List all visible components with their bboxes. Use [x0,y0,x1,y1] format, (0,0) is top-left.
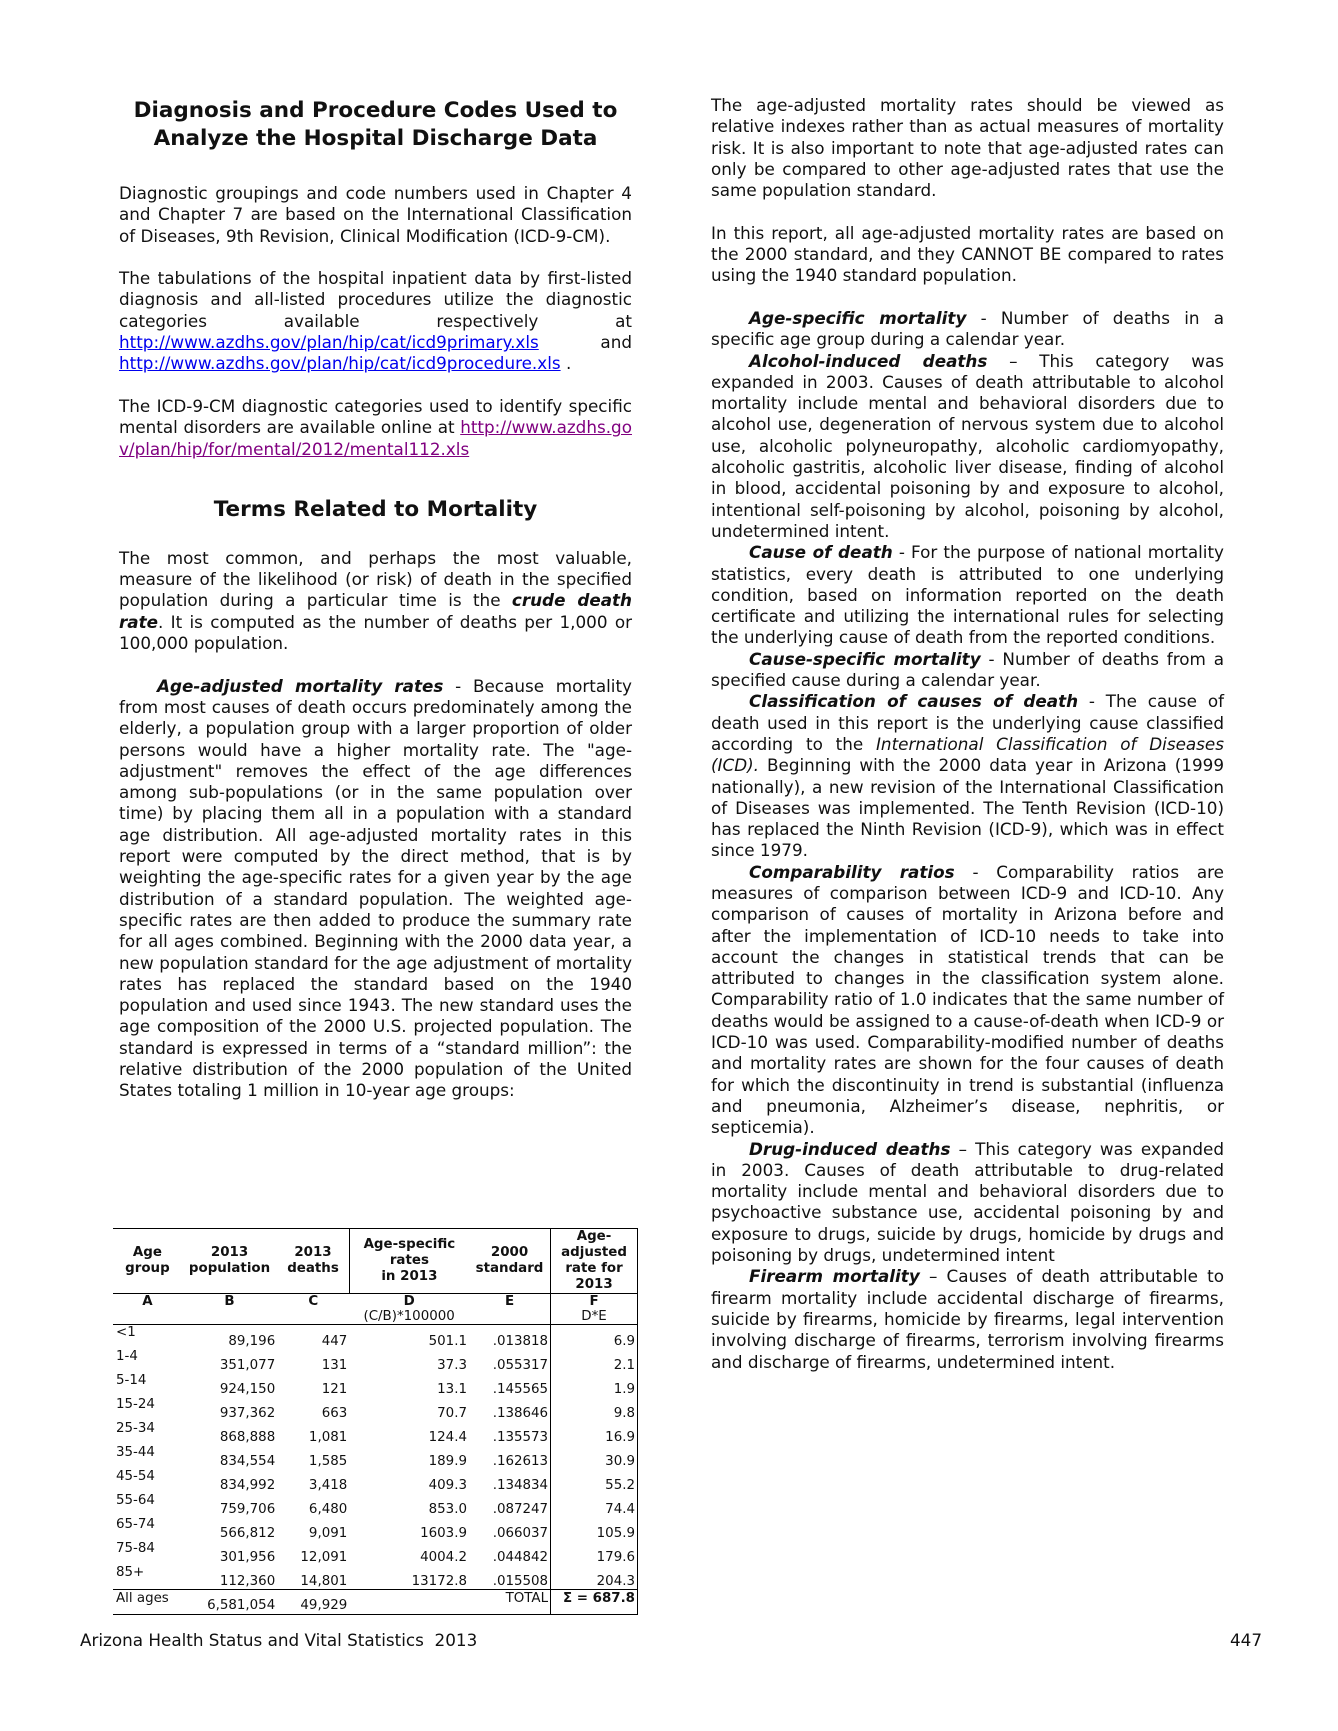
alcohol-term: Alcohol-induced deaths [749,350,988,371]
classification-term: Classification of causes of death [749,691,1079,712]
drug-term: Drug-induced deaths [749,1138,951,1159]
cause-specific-term: Cause-specific mortality [749,648,981,669]
population-cell: 112,360 [219,1574,276,1589]
footer-page-number: 447 [1230,1630,1263,1650]
standard-cell: .135573 [492,1430,549,1445]
table-row [113,1565,638,1590]
letter-f: F [551,1294,638,1310]
header-population: 2013 population [182,1229,277,1294]
header-deaths: 2013 deaths [277,1229,349,1294]
section-title-mortality: Terms Related to Mortality [213,496,538,522]
mental112-link[interactable]: http://www.azdhs.gov/plan/hip/for/mental/2012/mental112.xls [119,417,632,459]
comparability-term: Comparability ratios [749,861,955,882]
classification-icd-title: International Classification of Diseases (ICD). [711,733,1224,776]
rate-cell: 853.0 [428,1502,467,1517]
definition-drug-induced [711,1139,1224,1267]
standard-cell: .162613 [492,1454,549,1469]
age-group-cell: 75-84 [116,1541,155,1556]
left-column [119,97,632,1123]
table-row [113,1325,638,1350]
classification-body-b: Beginning with the 2000 data year in Arizona (1999 nationally), a new revision of the International Classification of Diseases was implemented. The Tenth Revision (ICD-10) has replaced the Ninth Revision (ICD-9), which was in effect since 1979. [711,755,1224,861]
firearm-body: – Causes of death attributable to firearm mortality include accidental discharge of firearms, suicide by firearms, homicide by firearms, legal intervention involving discharge of firearms, terrorism involving firearms and discharge of firearms, undetermined intent. [711,1266,1225,1372]
cause-specific-body: - Number of deaths from a specified cause during a calendar year. [711,648,1225,691]
table-row [113,1421,638,1445]
total-row [113,1590,638,1615]
right-column [711,95,1224,1373]
total-label: All ages [113,1590,182,1615]
adjusted-rate-cell: 74.4 [551,1493,638,1517]
age-specific-term: Age-specific mortality [749,307,967,328]
classification-body-a: - The cause of death used in this report is the underlying cause classified according to the [711,691,1224,754]
population-cell: 924,150 [219,1382,276,1397]
letter-b: B [182,1294,277,1310]
population-cell: 566,812 [219,1526,276,1541]
header-age-adjusted-rate: Age- adjusted rate for 2013 [551,1229,638,1294]
rate-cell: 409.3 [428,1478,467,1493]
standard-cell: .044842 [492,1550,549,1565]
icd9procedure-link[interactable]: http://www.azdhs.gov/plan/hip/cat/icd9procedure.xls [119,353,561,374]
standard-cell: .055317 [492,1358,549,1373]
table-row [113,1517,638,1541]
definition-comparability [711,862,1224,1139]
age-group-cell: 35-44 [116,1445,155,1460]
age-group-cell: 1-4 [116,1349,138,1364]
rate-cell: 4004.2 [420,1550,467,1565]
population-cell: 351,077 [219,1358,276,1373]
deaths-cell: 9,091 [308,1526,348,1541]
population-cell: 868,888 [219,1430,276,1445]
paragraph-tabulations [119,268,632,374]
icd9primary-link[interactable]: http://www.azdhs.gov/plan/hip/cat/icd9primary.xls [119,332,539,353]
standard-cell: .066037 [492,1526,549,1541]
deaths-cell: 14,801 [300,1574,348,1589]
population-cell: 301,956 [219,1550,276,1565]
population-cell: 937,362 [219,1406,276,1421]
header-2000-standard: 2000 standard [469,1229,551,1294]
deaths-cell: 6,480 [308,1502,348,1517]
standard-cell: .013818 [469,1325,551,1350]
section-title-codes: Diagnosis and Procedure Codes Used to Analyze the Hospital Discharge Data [133,98,618,151]
rate-cell: 13172.8 [411,1574,467,1589]
letter-c: C [277,1294,349,1310]
rate-cell: 70.7 [437,1406,467,1421]
header-age-specific-rates: Age-specific rates in 2013 [349,1229,469,1294]
age-group-cell: 85+ [116,1565,145,1580]
adjusted-rate-cell: 55.2 [551,1469,638,1493]
adjusted-rate-cell: 179.6 [551,1541,638,1565]
age-group-cell: <1 [113,1325,182,1350]
age-group-cell: 5-14 [116,1373,147,1388]
definition-alcohol-induced [711,351,1224,543]
rate-cell: 37.3 [437,1358,467,1373]
deaths-cell: 12,091 [300,1550,348,1565]
table-row [113,1541,638,1565]
cause-body: - For the purpose of national mortality statistics, every death is attributed to one underlying condition, based on information reported on the death certificate and utilizing the international rules for selecting the underlying cause of death from the reported conditions. [711,542,1224,648]
age-group-cell: 25-34 [116,1421,155,1436]
crude-death-rate-term: crude death rate [119,590,633,632]
formula-f: D*E [551,1309,638,1325]
deaths-cell: 447 [277,1325,349,1350]
paragraph-age-adjusted [119,676,632,1102]
table-row [113,1373,638,1397]
paragraph-crude-death-rate [119,548,632,654]
deaths-cell: 1,081 [308,1430,348,1445]
age-group-cell: 55-64 [116,1493,155,1508]
age-adjusted-term: Age-adjusted mortality rates [157,675,444,696]
population-cell: 89,196 [182,1325,277,1350]
cause-term: Cause of death [749,542,893,563]
total-word: TOTAL [469,1590,551,1615]
standard-cell: .087247 [492,1502,549,1517]
definition-cause-specific [711,649,1224,692]
comparability-body: - Comparability ratios are measures of comparison between ICD-9 and ICD-10. Any comparison of causes of mortality in Arizona before and after the implementation of ICD-10 needs to take into account the changes in statistical trends that can be attributed to changes in the classification system alone. Comparability ratio of 1.0 indicates that the same number of deaths would be assigned to a cause-of-death when ICD-9 or ICD-10 was used. Comparability-modified number of deaths and mortality rates are shown for the four causes of death for which the discontinuity in trend is substantial (influenza and pneumonia, Alzheimer’s disease, nephritis, or septicemia). [711,861,1224,1138]
table-row [113,1493,638,1517]
tabulations-text: The tabulations of the hospital inpatient data by first-listed diagnosis and all-listed procedures utilize the diagnostic categories available respectively at [119,268,632,331]
rate-cell: 124.4 [428,1430,467,1445]
adjusted-rate-cell: 204.3 [551,1565,638,1590]
paragraph-mental-disorders [119,396,632,460]
crude-rate-intro: The most common, and perhaps the most valuable, measure of the likelihood (or risk) of death in the specified population during a particular time is the [119,547,632,611]
paragraph-relative-indexes: The age-adjusted mortality rates should be viewed as relative indexes rather than as actual measures of mortality risk. It is also important to note that age-adjusted rates can only be compared to other age-adjusted rates that use the same population standard. [711,95,1224,201]
standard-cell: .145565 [492,1382,549,1397]
adjusted-rate-cell: 6.9 [551,1325,638,1350]
rate-cell: 1603.9 [420,1526,467,1541]
standard-cell: .138646 [492,1406,549,1421]
drug-body: – This category was expanded in 2003. Causes of death attributable to drug-related mortality include mental and behavioral disorders due to psychoactive substance use, accidental poisoning by and exposure to drugs, suicide by drugs, homicide by drugs and poisoning by drugs, undetermined intent [711,1138,1224,1266]
definition-age-specific [711,308,1224,351]
deaths-cell: 3,418 [308,1478,348,1493]
firearm-term: Firearm mortality [749,1266,920,1287]
deaths-cell: 121 [321,1382,348,1397]
total-population: 6,581,054 [182,1590,277,1615]
deaths-cell: 663 [321,1406,348,1421]
footer-publication-title: Arizona Health Status and Vital Statistics 2013 [80,1630,478,1650]
rate-cell: 189.9 [428,1454,467,1469]
table-row [113,1445,638,1469]
table-row [113,1397,638,1421]
age-adjusted-body: - Because mortality from most causes of death occurs predominately among the elderly, a population group with a larger proportion of older persons would have a higher mortality rate. The "age-adjustment" removes the effect of the age differences among sub-populations (or in the same population over time) by placing them all in a population with a standard age distribution. All age-adjusted mortality rates in this report were computed by the direct method, that is by weighting the age-specific rates for a given year by the age distribution of a standard population. The weighted age-specific rates are then added to produce the summary rate for all ages combined. Beginning with the 2000 data year, a new population standard for the age adjustment of mortality rates has replaced the standard based on the 1940 population and used since 1943. The new standard uses the age composition of the 2000 U.S. projected population. The standard is expressed in terms of a “standard million”: the relative distribution of the 2000 population of the United States totaling 1 million in 10-year age groups: [119,675,632,1101]
letter-d: D [349,1294,469,1310]
header-age-group: Age group [113,1229,182,1294]
definition-firearm [711,1266,1224,1372]
table-row [113,1469,638,1493]
definition-cause-of-death [711,542,1224,648]
crude-rate-def: . It is computed as the number of deaths per 1,000 or 100,000 population. [119,611,632,654]
adjusted-rate-cell: 1.9 [551,1373,638,1397]
total-sum: Σ = 687.8 [551,1590,638,1615]
mental-disorders-text: The ICD-9-CM diagnostic categories used to identify specific mental disorders are available online at [119,395,632,438]
population-cell: 834,554 [219,1454,276,1469]
period-text: . [560,353,572,374]
paragraph-diagnostic-groupings: Diagnostic groupings and code numbers used in Chapter 4 and Chapter 7 are based on the International Classification of Diseases, 9th Revision, Clinical Modification (ICD-9-CM). [119,183,632,246]
adjusted-rate-cell: 105.9 [551,1517,638,1541]
alcohol-body: – This category was expanded in 2003. Causes of death attributable to alcohol mortality include mental and behavioral disorders due to alcohol use, degeneration of nervous system due to alcohol use, alcoholic polyneuropathy, alcoholic cardiomyopathy, alcoholic gastritis, alcoholic liver disease, finding of alcohol in blood, accidental poisoning by and exposure to alcohol, intentional self-poisoning by alcohol, poisoning by alcohol, undetermined intent. [711,350,1224,541]
letter-a: A [113,1294,182,1310]
deaths-cell: 131 [321,1358,348,1373]
paragraph-2000-standard: In this report, all age-adjusted mortality rates are based on the 2000 standard, and they CANNOT BE compared to rates using the 1940 standard population. [711,222,1224,286]
letter-e: E [469,1294,551,1310]
adjusted-rate-cell: 9.8 [551,1397,638,1421]
age-group-cell: 65-74 [116,1517,155,1532]
total-deaths: 49,929 [277,1590,349,1615]
table-row [113,1349,638,1373]
age-specific-body: - Number of deaths in a specific age group during a calendar year. [711,307,1224,350]
adjusted-rate-cell: 30.9 [551,1445,638,1469]
standard-cell: .134834 [492,1478,549,1493]
standard-cell: .015508 [492,1574,549,1589]
age-group-cell: 45-54 [116,1469,155,1484]
age-adjustment-table [113,1228,638,1615]
adjusted-rate-cell: 2.1 [551,1349,638,1373]
formula-d: (C/B)*100000 [363,1309,455,1324]
population-cell: 834,992 [219,1478,276,1493]
and-text: and [538,332,632,353]
definition-classification [711,691,1224,861]
rate-cell: 13.1 [437,1382,467,1397]
population-cell: 759,706 [219,1502,276,1517]
age-group-cell: 15-24 [116,1397,155,1412]
rate-cell: 501.1 [349,1325,469,1350]
adjusted-rate-cell: 16.9 [551,1421,638,1445]
deaths-cell: 1,585 [308,1454,348,1469]
